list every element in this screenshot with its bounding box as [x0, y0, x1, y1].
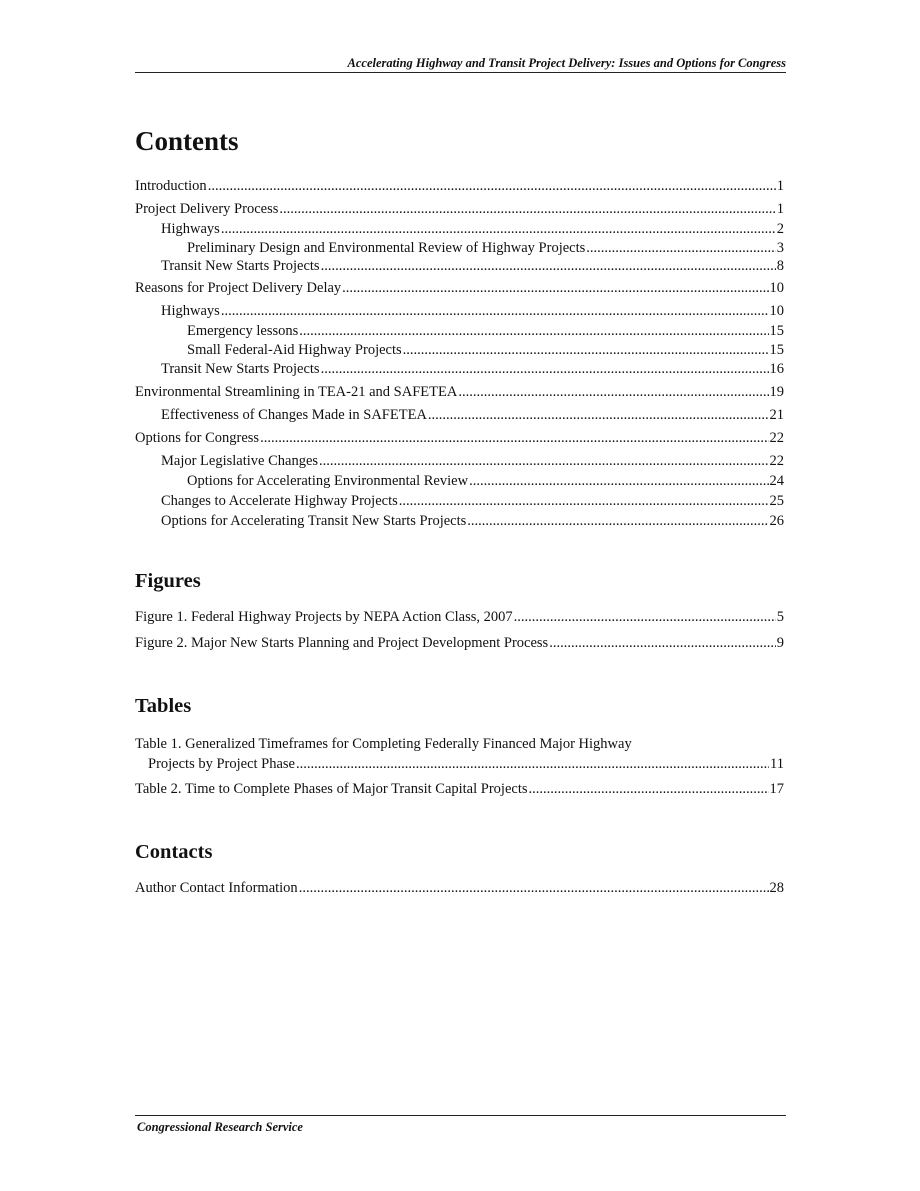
contacts-list — [135, 878, 784, 898]
running-header: Accelerating Highway and Transit Project Delivery: Issues and Options for Congress — [347, 56, 786, 70]
toc-entry-highways[interactable]: Highways ..... 2 — [135, 219, 784, 239]
toc-entry-small-federal-aid[interactable]: Small Federal-Aid Highway Projects ..... 15 — [135, 341, 784, 359]
tables-heading: Tables — [135, 695, 192, 717]
toc-entry-options-environmental-review[interactable]: Options for Accelerating Environmental Review ..... 24 — [135, 471, 784, 491]
toc-entry-effectiveness-safetea[interactable]: Effectiveness of Changes Made in SAFETEA ..... 21 — [135, 405, 784, 425]
tables-list — [135, 734, 784, 799]
toc-entry-emergency-lessons[interactable]: Emergency lessons ..... 15 — [135, 321, 784, 341]
contacts-heading: Contacts — [135, 841, 213, 863]
contact-entry-author[interactable]: Author Contact Information ..... 28 — [135, 878, 784, 898]
contents-heading: Contents — [135, 126, 239, 156]
table-entry-1-line1: Table 1. Generalized Timeframes for Completing Federally Financed Major Highway — [135, 736, 632, 752]
table-entry-1[interactable] — [135, 734, 784, 774]
toc-entry-changes-highway-projects[interactable]: Changes to Accelerate Highway Projects ..... 25 — [135, 491, 784, 511]
toc-entry-project-delivery-process[interactable]: Project Delivery Process ..... 1 — [135, 199, 784, 219]
table-entry-1-line2: Projects by Project Phase ..... 11 — [135, 754, 784, 774]
toc-entry-transit-new-starts[interactable]: Transit New Starts Projects ..... 8 — [135, 257, 784, 275]
toc-entry-transit-new-starts-2[interactable]: Transit New Starts Projects ..... 16 — [135, 359, 784, 379]
figure-entry-2[interactable]: Figure 2. Major New Starts Planning and Project Development Process ..... 9 — [135, 633, 784, 653]
header-divider — [135, 72, 786, 73]
figures-heading: Figures — [135, 570, 201, 592]
footer-text: Congressional Research Service — [137, 1120, 303, 1134]
contents-list — [135, 176, 784, 531]
toc-entry-major-legislative-changes[interactable]: Major Legislative Changes ..... 22 — [135, 451, 784, 471]
table-entry-2[interactable]: Table 2. Time to Complete Phases of Major Transit Capital Projects ..... 17 — [135, 779, 784, 799]
figure-entry-1[interactable]: Figure 1. Federal Highway Projects by NEPA Action Class, 2007 ..... 5 — [135, 607, 784, 627]
toc-entry-environmental-streamlining[interactable]: Environmental Streamlining in TEA-21 and SAFETEA ..... 19 — [135, 382, 784, 402]
figures-list — [135, 607, 784, 653]
toc-entry-highways-2[interactable]: Highways ..... 10 — [135, 301, 784, 321]
toc-entry-preliminary-design[interactable]: Preliminary Design and Environmental Review of Highway Projects ..... 3 — [135, 239, 784, 257]
toc-entry-introduction[interactable]: Introduction ..... 1 — [135, 176, 784, 196]
toc-entry-options-for-congress[interactable]: Options for Congress ..... 22 — [135, 428, 784, 448]
toc-entry-options-transit-new-starts[interactable]: Options for Accelerating Transit New Starts Projects ..... 26 — [135, 511, 784, 531]
toc-entry-reasons-delay[interactable]: Reasons for Project Delivery Delay ..... 10 — [135, 278, 784, 298]
footer-divider — [135, 1115, 786, 1116]
